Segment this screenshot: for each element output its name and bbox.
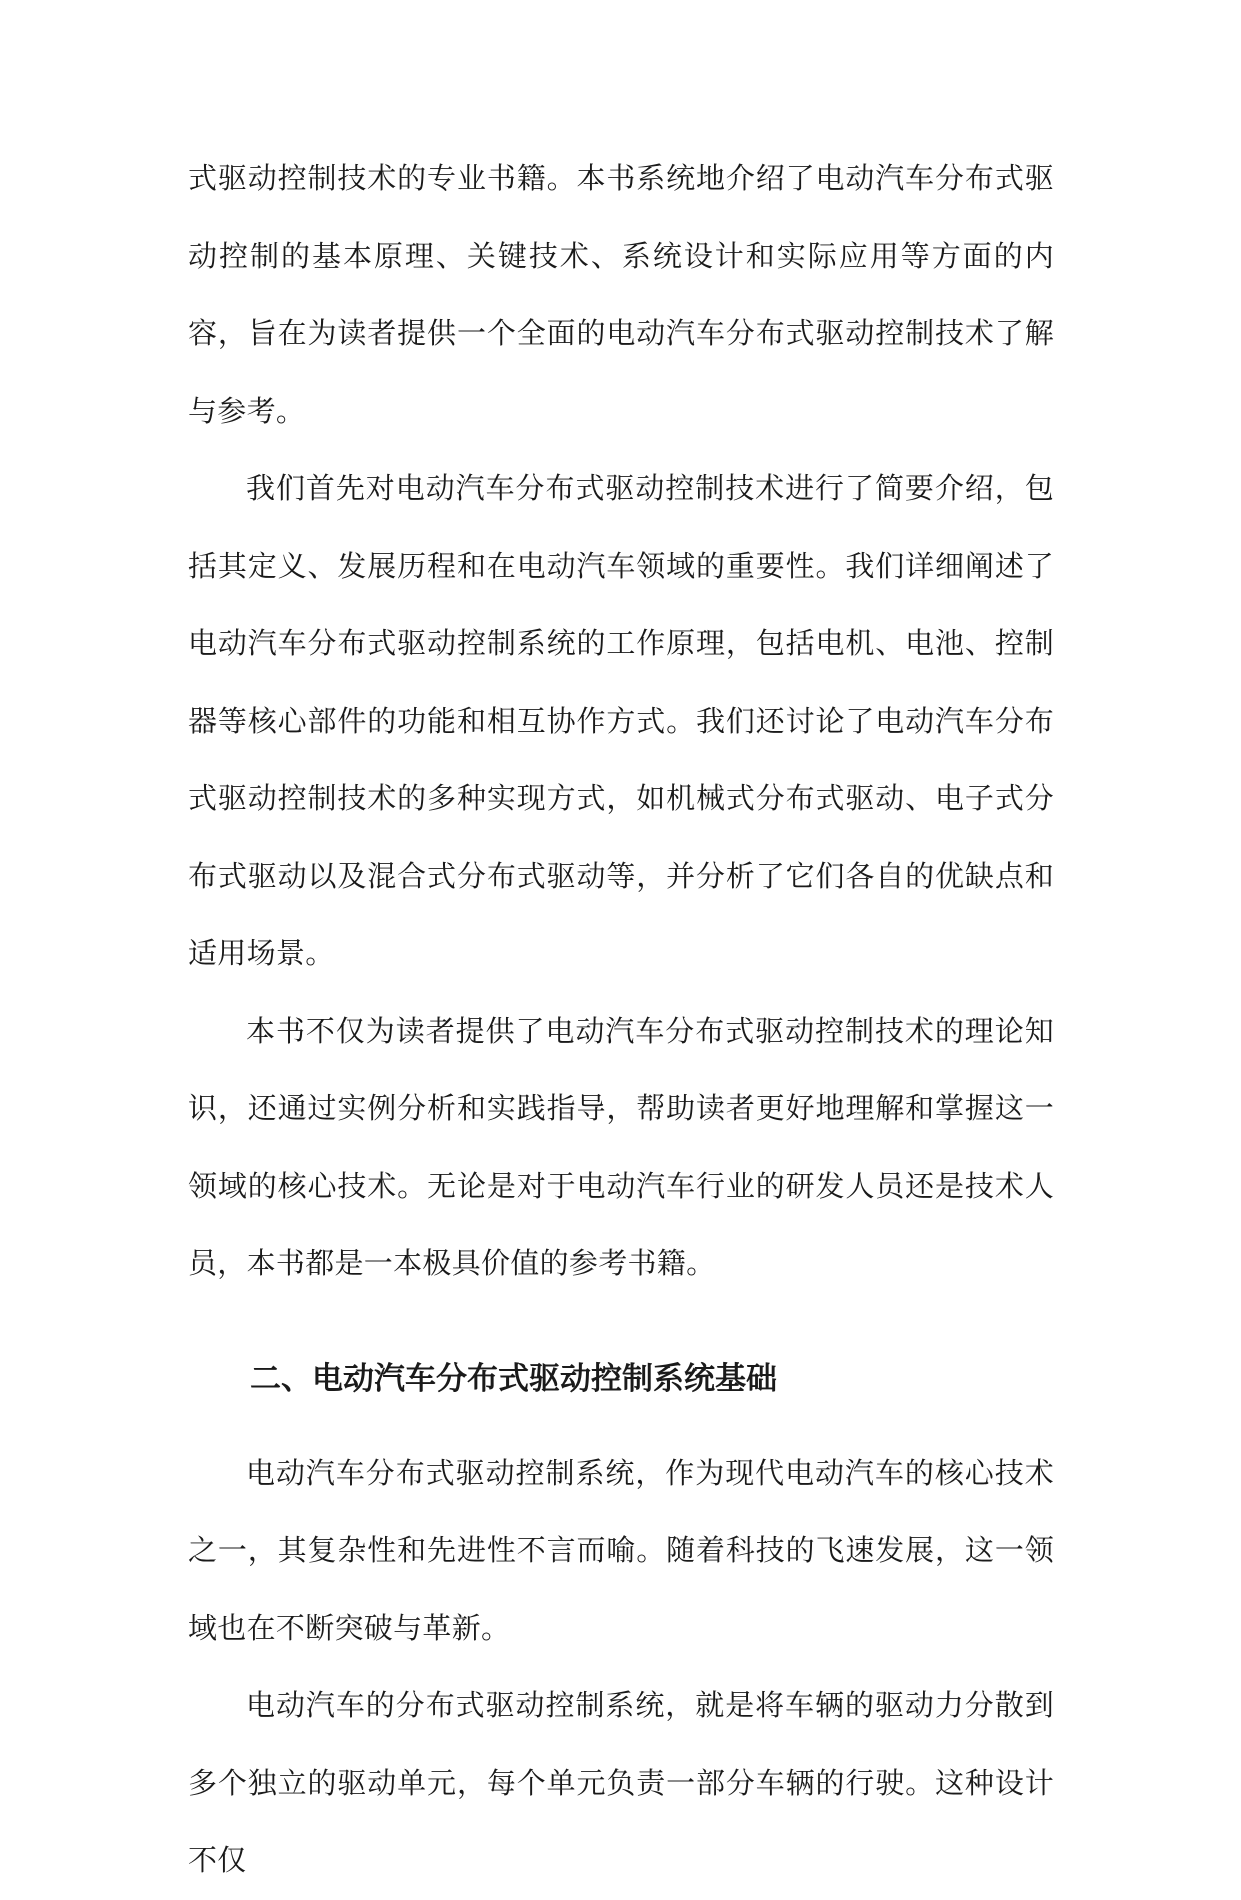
- document-body: [188, 140, 1054, 1900]
- paragraph-book-value: 本书不仅为读者提供了电动汽车分布式驱动控制技术的理论知识，还通过实例分析和实践指导，帮助读者更好地理解和掌握这一领域的核心技术。无论是对于电动汽车行业的研发人员还是技术人员，本书都是一本极具价值的参考书籍。: [188, 1013, 1054, 1280]
- paragraph-continuation: 式驱动控制技术的专业书籍。本书系统地介绍了电动汽车分布式驱动控制的基本原理、关键技术、系统设计和实际应用等方面的内容，旨在为读者提供一个全面的电动汽车分布式驱动控制技术了解与参考。: [188, 161, 1054, 428]
- paragraph-intro-overview: 我们首先对电动汽车分布式驱动控制技术进行了简要介绍，包括其定义、发展历程和在电动汽车领域的重要性。我们详细阐述了电动汽车分布式驱动控制系统的工作原理，包括电机、电池、控制器等核心部件的功能和相互协作方式。我们还讨论了电动汽车分布式驱动控制技术的多种实现方式，如机械式分布式驱动、电子式分布式驱动以及混合式分布式驱动等，并分析了它们各自的优缺点和适用场景。: [188, 471, 1054, 970]
- paragraph-system-intro: 电动汽车分布式驱动控制系统，作为现代电动汽车的核心技术之一，其复杂性和先进性不言而喻。随着科技的飞速发展，这一领域也在不断突破与革新。: [188, 1455, 1054, 1645]
- paragraph-system-definition: 电动汽车的分布式驱动控制系统，就是将车辆的驱动力分散到多个独立的驱动单元，每个单元负责一部分车辆的行驶。这种设计不仅: [188, 1688, 1054, 1877]
- section-heading: 二、电动汽车分布式驱动控制系统基础: [250, 1360, 777, 1397]
